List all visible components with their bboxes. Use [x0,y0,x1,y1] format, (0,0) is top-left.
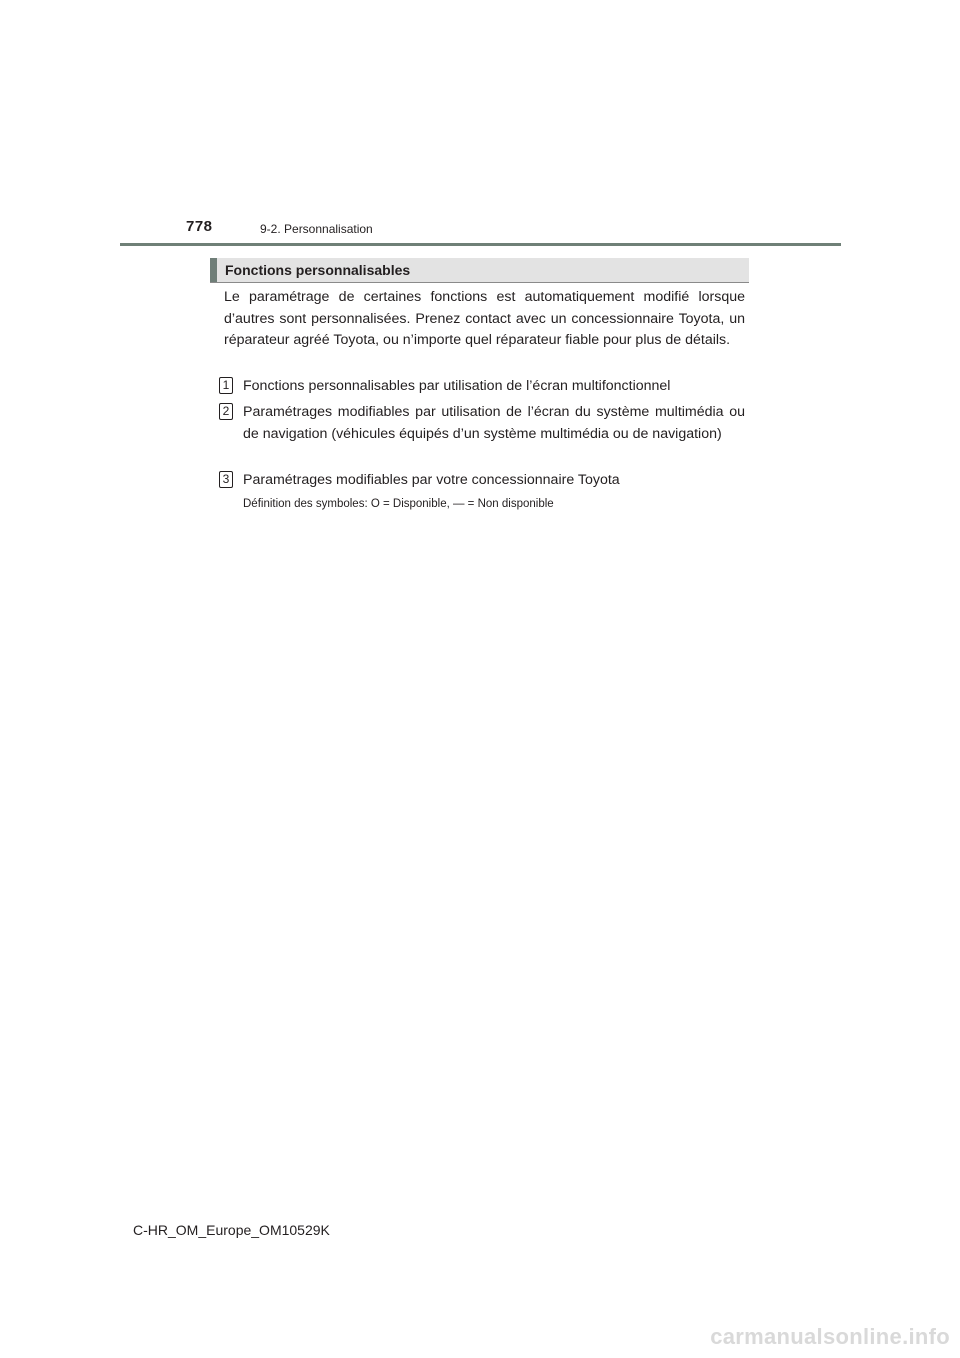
page-number: 778 [186,218,213,235]
intro-paragraph: Le paramétrage de certaines fonctions est automatiquement modifié lorsque d’autres sont personnalisées. Prenez contact avec un concessionnaire Toyota, un réparateur agréé Toyota, ou n’importe quel réparateur fiable pour plus de détails. [224,289,745,349]
section-heading-bar [210,258,749,283]
watermark: carmanualsonline.info [710,1324,950,1349]
list-item [219,470,745,492]
symbol-definition: Définition des symboles: O = Disponible, — = Non disponible [243,498,554,510]
list-item-text: Paramétrages modifiables par utilisation de l’écran du système multimédia ou de navigation (véhicules équipés d’un système multimédia ou de navigation) [243,404,745,442]
list-item-text: Paramétrages modifiables par votre concessionnaire Toyota [243,472,620,488]
document-footer: C-HR_OM_Europe_OM10529K [133,1222,330,1238]
list-item [219,376,745,398]
header-divider [120,243,841,246]
list-item-text: Fonctions personnalisables par utilisation de l’écran multifonctionnel [243,378,671,394]
item-number-badge: 1 [219,377,233,394]
heading-accent [210,258,217,282]
section-heading: Fonctions personnalisables [225,262,411,278]
section-title: 9-2. Personnalisation [260,222,373,236]
list-item [219,402,745,445]
item-number-badge: 3 [219,471,233,488]
item-number-badge: 2 [219,403,233,420]
